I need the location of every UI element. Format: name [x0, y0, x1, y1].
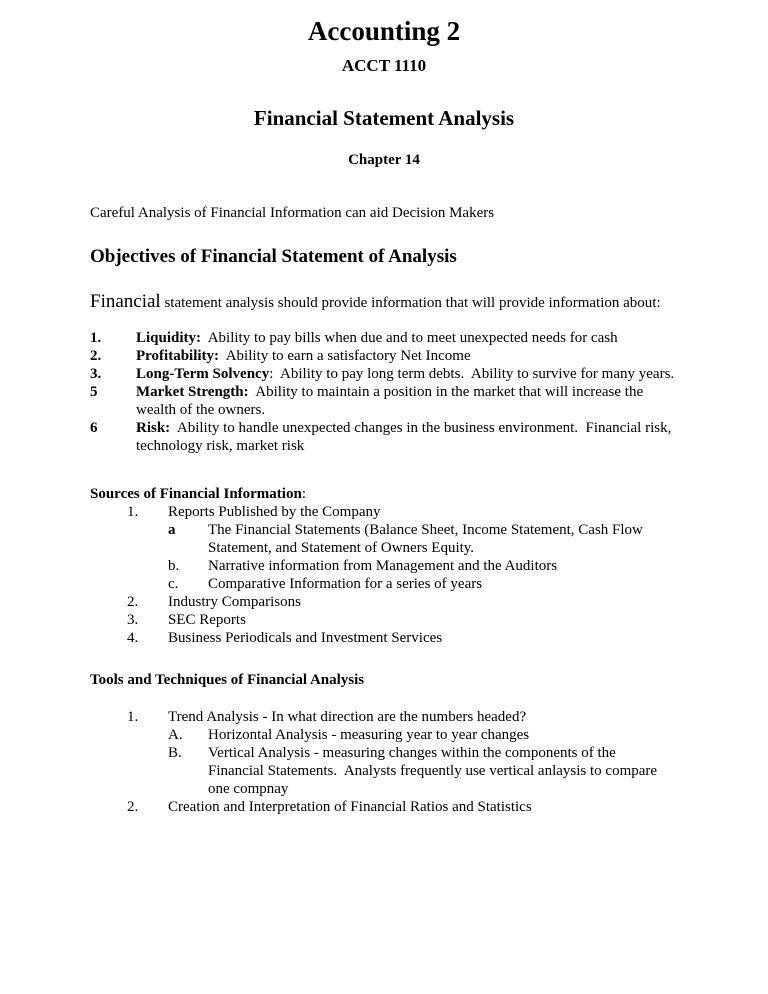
- list-number: 1.: [127, 709, 139, 725]
- list-letter: a: [168, 522, 176, 538]
- sources-heading: [90, 485, 306, 503]
- list-item-continuation: technology risk, market risk: [136, 438, 305, 454]
- term: Market Strength:: [136, 384, 249, 400]
- list-number: 3.: [127, 612, 139, 628]
- list-item: SEC Reports: [168, 612, 246, 628]
- list-item: Trend Analysis - In what direction are the numbers headed?: [168, 709, 527, 725]
- lead-rest: statement analysis should provide information that will provide information about:: [160, 295, 661, 311]
- definition: : Ability to pay long term debts. Ability to survive for many years.: [269, 366, 675, 382]
- list-number: 2.: [90, 348, 102, 364]
- list-number: 5: [90, 384, 98, 400]
- list-item: [136, 383, 643, 401]
- list-item-continuation: Statement, and Statement of Owners Equity.: [208, 540, 475, 556]
- list-number: 3.: [90, 366, 102, 382]
- list-item: The Financial Statements (Balance Sheet, Income Statement, Cash Flow: [208, 522, 643, 538]
- objectives-heading: Objectives of Financial Statement of Analysis: [90, 246, 457, 267]
- list-letter: B.: [168, 745, 182, 761]
- list-item: Reports Published by the Company: [168, 504, 381, 520]
- list-item: Vertical Analysis - measuring changes within the components of the: [208, 745, 616, 761]
- document-title: Accounting 2: [307, 16, 461, 46]
- list-letter: A.: [168, 727, 183, 743]
- list-item: [136, 329, 618, 347]
- definition: Ability to pay bills when due and to meet unexpected needs for cash: [201, 330, 618, 346]
- definition: Ability to earn a satisfactory Net Income: [219, 348, 471, 364]
- list-item: Creation and Interpretation of Financial Ratios and Statistics: [168, 799, 532, 815]
- course-code: ACCT 1110: [341, 56, 427, 75]
- list-item: Comparative Information for a series of years: [208, 576, 483, 592]
- list-number: 1.: [127, 504, 139, 520]
- list-item: [136, 419, 671, 437]
- list-item-continuation: wealth of the owners.: [136, 402, 266, 418]
- lead-big: Financial: [90, 291, 161, 312]
- definition: Ability to maintain a position in the market that will increase the: [248, 384, 644, 400]
- list-letter: b.: [168, 558, 180, 574]
- list-number: 2.: [127, 594, 139, 610]
- list-number: 1.: [90, 330, 102, 346]
- list-number: 6: [90, 420, 98, 436]
- document-subtitle: Financial Statement Analysis: [253, 106, 515, 130]
- objectives-lead: [90, 290, 661, 315]
- heading-text: Sources of Financial Information: [90, 486, 302, 502]
- list-number: 4.: [127, 630, 139, 646]
- list-item: Horizontal Analysis - measuring year to year changes: [208, 727, 530, 743]
- list-number: 2.: [127, 799, 139, 815]
- chapter-label: Chapter 14: [348, 152, 420, 168]
- definition: Ability to handle unexpected changes in the business environment. Financial risk,: [170, 420, 672, 436]
- list-item: Narrative information from Management and the Auditors: [208, 558, 558, 574]
- term: Liquidity:: [136, 330, 202, 346]
- list-letter: c.: [168, 576, 179, 592]
- term: Profitability:: [136, 348, 220, 364]
- list-item: Industry Comparisons: [168, 594, 301, 610]
- colon: :: [301, 486, 306, 502]
- list-item: Business Periodicals and Investment Services: [168, 630, 443, 646]
- list-item: [136, 347, 471, 365]
- list-item-continuation: one compnay: [208, 781, 289, 797]
- list-item-continuation: Financial Statements. Analysts frequently use vertical anlaysis to compare: [208, 763, 658, 779]
- term: Risk:: [136, 420, 171, 436]
- tools-heading: Tools and Techniques of Financial Analysis: [90, 672, 365, 688]
- list-item: [136, 365, 674, 383]
- term: Long-Term Solvency: [136, 366, 270, 382]
- intro-text: Careful Analysis of Financial Information can aid Decision Makers: [90, 205, 495, 221]
